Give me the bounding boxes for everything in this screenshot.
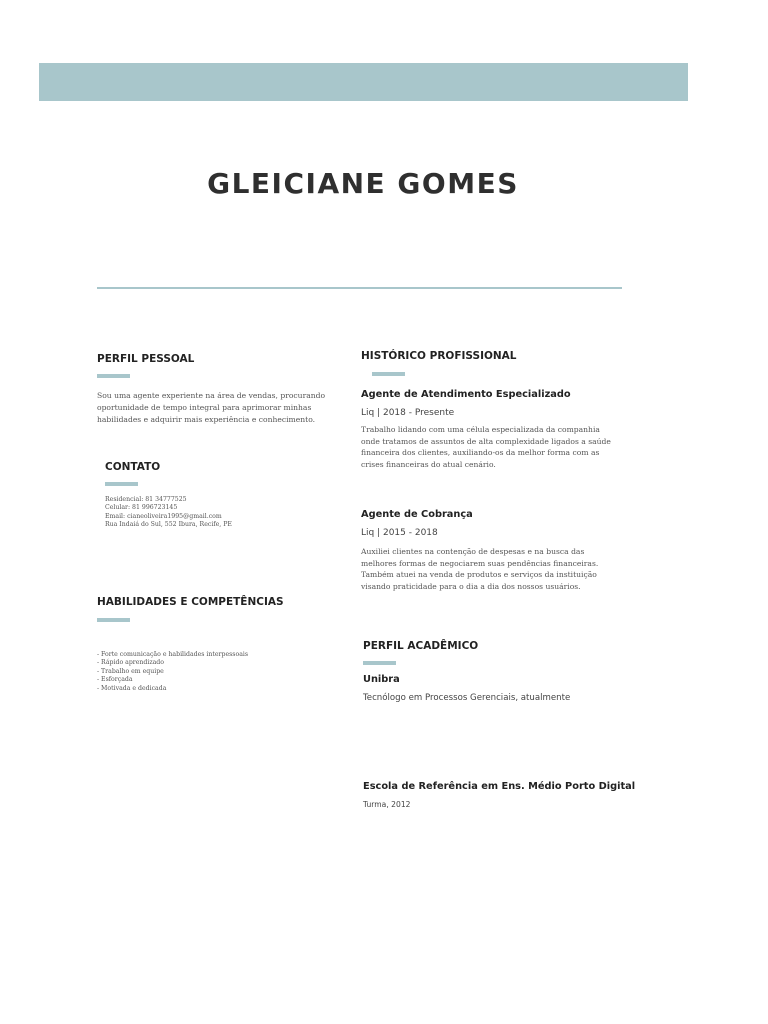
contato-heading: CONTATO (105, 461, 161, 473)
job-description-line: Também atuei na venda de produtos e serviços da instituição (361, 570, 597, 580)
job-description-line: Trabalho lidando com uma célula especializada da companhia (361, 425, 600, 434)
job-meta: Liq | 2015 - 2018 (361, 528, 438, 538)
contato-email: Email: cianeoliveira1995@gmail.com (105, 512, 222, 520)
historico-heading: HISTÓRICO PROFISSIONAL (361, 350, 517, 362)
job-description-line: melhores formas de negociarem suas pendências financeiras. (361, 558, 599, 568)
perfil-pessoal-line: Sou uma agente experiente na área de vendas, procurando (97, 391, 326, 400)
job-description-line: visando praticidade para o dia a dia dos nossos usuários. (361, 581, 581, 591)
contato-residencial: Residencial: 81 34777525 (105, 496, 187, 503)
academico-institution: Unibra (363, 674, 400, 685)
name-divider (97, 287, 622, 289)
job-description-line: crises financeiras do atual cenário. (361, 459, 496, 469)
job-title: Agente de Cobrança (361, 509, 473, 520)
historico-accent (372, 372, 405, 376)
header-banner (39, 63, 688, 101)
academico-detail: Turma, 2012 (363, 800, 411, 809)
contato-endereco: Rua Indaiá do Sul, 552 Ibura, Recife, PE (105, 521, 232, 529)
perfil-pessoal-accent (97, 374, 130, 378)
resume-name: GLEICIANE GOMES (207, 167, 519, 200)
habilidade-item: - Rápido aprendizado (97, 659, 164, 667)
academico-institution: Escola de Referência em Ens. Médio Porto Digital (363, 781, 636, 792)
contato-accent (105, 482, 138, 486)
perfil-pessoal-line: oportunidade de tempo integral para aprimorar minhas (97, 403, 312, 412)
habilidade-item: - Motivada e dedicada (97, 684, 167, 692)
job-meta: Liq | 2018 - Presente (361, 408, 455, 418)
contato-celular: Celular: 81 996723145 (105, 504, 178, 512)
job-title: Agente de Atendimento Especializado (361, 389, 571, 400)
habilidade-item: - Forte comunicação e habilidades interpessoais (97, 651, 249, 658)
contato-details (105, 496, 232, 530)
job-description-line: onde tratamos de assuntos de alta complexidade ligados a saúde (361, 436, 611, 446)
habilidades-accent (97, 618, 130, 622)
perfil-pessoal-line: habilidades e adquirir mais experiência e conhecimento. (97, 415, 316, 424)
academico-detail: Tecnólogo em Processos Gerenciais, atualmente (363, 693, 571, 703)
habilidade-item: - Esforçada (97, 676, 133, 684)
habilidades-list (97, 651, 248, 693)
job-description-line: Auxiliei clientes na contenção de despesas e na busca das (361, 547, 585, 556)
academico-accent (363, 661, 396, 665)
perfil-pessoal-heading: PERFIL PESSOAL (97, 353, 195, 365)
perfil-pessoal-text (97, 390, 325, 426)
habilidades-heading: HABILIDADES E COMPETÊNCIAS (97, 596, 284, 608)
academico-heading: PERFIL ACADÊMICO (363, 640, 479, 652)
job-description-line: financeira dos clientes, auxiliando-os da melhor forma com as (361, 448, 600, 458)
job-description (361, 424, 611, 470)
habilidade-item: - Trabalho em equipe (97, 667, 164, 675)
job-description (361, 546, 598, 592)
